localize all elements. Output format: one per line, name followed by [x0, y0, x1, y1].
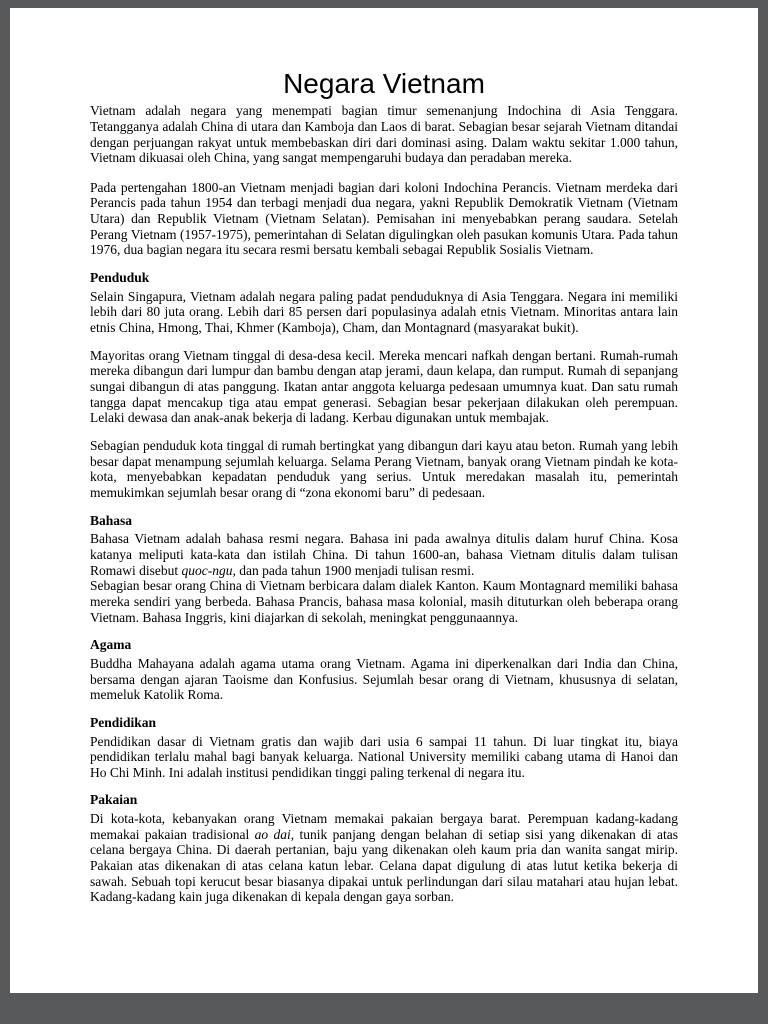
paragraph-penduduk-1: Selain Singapura, Vietnam adalah negara paling padat penduduknya di Asia Tenggara. Negara ini memiliki lebih dari 80 juta orang. Lebih dari 85 persen dari populasinya adalah etnis Vietnam. Minoritas antara lain etnis China, Hmong, Thai, Khmer (Kamboja), Cham, dan Montagnard (masyarakat bukit). — [90, 288, 678, 336]
section-heading-pendidikan: Pendidikan — [90, 714, 157, 730]
section-heading-penduduk: Penduduk — [90, 270, 150, 286]
intro-paragraph-1: Vietnam adalah negara yang menempati bagian timur semenanjung Indochina di Asia Tenggara. Tetangganya adalah China di utara dan Kamboja dan Laos di barat. Sebagian besar sejarah Vietnam ditandai dengan perjuangan rakyat untuk membebaskan diri dari dominasi asing. Dalam waktu sekitar 1.000 tahun, Vietnam dikuasai oleh China, yang sangat mempengaruhi budaya dan peradaban mereka. — [90, 103, 678, 166]
document-page — [10, 8, 758, 993]
section-heading-agama: Agama — [90, 637, 132, 653]
paragraph-agama-1: Buddha Mahayana adalah agama utama orang Vietnam. Agama ini diperkenalkan dari India dan China, bersama dengan ajaran Taoisme dan Konfusius. Sejumlah besar orang di Vietnam, khususnya di selatan, memeluk Katolik Roma. — [90, 655, 678, 703]
paragraph-bahasa-1 — [90, 531, 678, 578]
section-heading-pakaian: Pakaian — [90, 792, 138, 808]
text-run: , dan pada tahun 1900 menjadi tulisan resmi. — [232, 562, 475, 578]
section-heading-bahasa: Bahasa — [90, 512, 133, 528]
italic-term-quoc-ngu: quoc-ngu — [181, 562, 233, 578]
intro-paragraph-2: Pada pertengahan 1800-an Vietnam menjadi bagian dari koloni Indochina Perancis. Vietnam merdeka dari Perancis pada tahun 1954 dan terbagi menjadi dua negara, yakni Republik Demokratik Vietnam (Vietnam Utara) dan Republik Vietnam (Vietnam Selatan). Pemisahan ini menyebabkan perang saudara. Setelah Perang Vietnam (1957-1975), pemerintahan di Selatan digulingkan oleh pasukan komunis Utara. Pada tahun 1976, dua bagian negara itu secara resmi bersatu kembali sebagai Republik Sosialis Vietnam. — [90, 179, 678, 258]
paragraph-bahasa-2: Sebagian besar orang China di Vietnam berbicara dalam dialek Kanton. Kaum Montagnard memiliki bahasa mereka sendiri yang berbeda. Bahasa Prancis, bahasa masa kolonial, masih dituturkan oleh beberapa orang Vietnam. Bahasa Inggris, kini diajarkan di sekolah, meningkat penggunaannya. — [90, 578, 678, 625]
text-run: , tunik panjang dengan belahan di setiap sisi yang dikenakan di atas celana bergaya China. Di daerah pertanian, baju yang dikenakan oleh kaum pria dan wanita sangat mirip. Pakaian atas dikenakan di atas celana katun lebar. Celana dapat digulung di atas lutut ketika bekerja di sawah. Sebuah topi kerucut besar biasanya dipakai untuk perlindungan dari silau matahari atau hujan lebat. Kadang-kadang kain juga dikenakan di kepala dengan gaya sorban. — [90, 826, 678, 905]
paragraph-penduduk-3: Sebagian penduduk kota tinggal di rumah bertingkat yang dibangun dari kayu atau beton. Rumah yang lebih besar dapat menampung sejumlah keluarga. Selama Perang Vietnam, banyak orang Vietnam pindah ke kota-kota, menyebabkan kepadatan penduduk yang serius. Untuk meredakan masalah itu, pemerintah memukimkan sejumlah besar orang di “zona ekonomi baru” di pedesaan. — [90, 438, 678, 500]
paragraph-pendidikan-1: Pendidikan dasar di Vietnam gratis dan wajib dari usia 6 sampai 11 tahun. Di luar tingkat itu, biaya pendidikan terlalu mahal bagi banyak keluarga. National University memiliki cabang utama di Hanoi dan Ho Chi Minh. Ini adalah institusi pendidikan tinggi paling terkenal di negara itu. — [90, 733, 678, 780]
paragraph-penduduk-2: Mayoritas orang Vietnam tinggal di desa-desa kecil. Mereka mencari nafkah dengan bertani. Rumah-rumah mereka dibangun dari lumpur dan bambu dengan atap jerami, daun kelapa, dan rumput. Rumah di sepanjang sungai dibangun di atas panggung. Ikatan antar anggota keluarga pedesaan umumnya kuat. Dan satu rumah tangga dapat mencakup tiga atau empat generasi. Sebagian besar pekerjaan dilakukan oleh perempuan. Lelaki dewasa dan anak-anak bekerja di ladang. Kerbau digunakan untuk membajak. — [90, 347, 678, 426]
text-run: Bahasa Vietnam adalah bahasa resmi negara. Bahasa ini pada awalnya ditulis dalam huruf China. Kosa katanya meliputi kata-kata dan istilah China. Di tahun 1600-an, bahasa Vietnam ditulis dalam tulisan Romawi disebut — [90, 531, 678, 578]
document-title: Negara Vietnam — [283, 68, 485, 99]
text-run: Di kota-kota, kebanyakan orang Vietnam memakai pakaian bergaya barat. Perempuan kadang-kadang memakai pakaian tradisional — [90, 811, 678, 842]
paragraph-pakaian-1 — [90, 811, 678, 905]
italic-term-ao-dai: ao dai — [254, 826, 291, 842]
